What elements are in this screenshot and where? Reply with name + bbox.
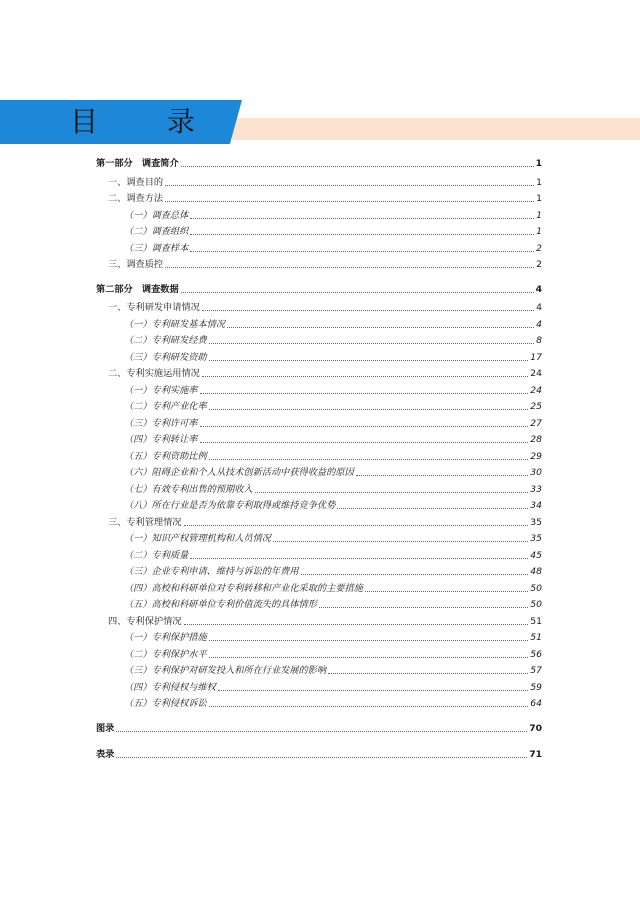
toc-entry[interactable] <box>108 189 542 205</box>
toc-dot-leader <box>209 706 529 707</box>
toc-entry[interactable] <box>96 154 542 170</box>
toc-entry-page: 4 <box>536 302 542 313</box>
toc-entry[interactable] <box>124 496 542 512</box>
toc-dot-leader <box>190 251 534 252</box>
toc-entry-label: 三、专利管理情况 <box>108 516 182 528</box>
toc-entry-label: （五）专利资助比例 <box>124 450 207 462</box>
toc-dot-leader <box>301 574 529 575</box>
banner-peach-strip <box>232 118 640 140</box>
toc-entry[interactable] <box>108 513 542 529</box>
toc-entry[interactable] <box>124 546 542 562</box>
toc-entry-page: 24 <box>530 368 542 379</box>
toc-entry-label: 一、专利研发申请情况 <box>108 302 200 313</box>
toc-entry-label: （四）专利侵权与维权 <box>124 681 216 693</box>
toc-dot-leader <box>209 343 534 344</box>
toc-entry-label: 四、专利保护情况 <box>108 615 182 627</box>
toc-entry-label: （二）调查组织 <box>124 226 189 237</box>
toc-entry[interactable] <box>96 745 542 761</box>
toc-dot-leader <box>365 591 528 592</box>
toc-entry-page: 35 <box>530 516 542 528</box>
toc-entry[interactable] <box>124 381 542 397</box>
toc-entry-label: （三）企业专利申请、维持与诉讼的年费用 <box>124 566 299 577</box>
toc-dot-leader <box>227 327 534 328</box>
toc-dot-leader <box>190 234 534 235</box>
toc-entry[interactable] <box>124 694 542 710</box>
toc-entry-label: （一）知识产权管理机构和人员情况 <box>124 533 271 544</box>
toc-entry-page: 71 <box>529 749 542 760</box>
toc-entry-page: 17 <box>530 351 542 363</box>
toc-entry[interactable] <box>124 579 542 595</box>
toc-entry-label: （一）调查总体 <box>124 209 189 221</box>
toc-entry[interactable] <box>108 173 542 189</box>
toc-dot-leader <box>181 166 534 167</box>
toc-entry-label: （二）专利保护水平 <box>124 648 207 660</box>
toc-entry-page: 29 <box>530 450 542 462</box>
toc-dot-leader <box>200 426 529 427</box>
toc-entry-label: 一、调查目的 <box>108 176 164 188</box>
toc-entry-label: （三）调查样本 <box>124 242 189 254</box>
toc-dot-leader <box>200 442 529 443</box>
title-banner <box>0 100 640 144</box>
toc-dot-leader <box>209 459 529 460</box>
toc-entry-page: 50 <box>530 599 542 610</box>
toc-entry-label: （二）专利产业化率 <box>124 401 207 412</box>
toc-entry-page: 50 <box>530 582 542 594</box>
toc-entry-page: 28 <box>530 434 542 445</box>
toc-entry-label: （五）专利侵权诉讼 <box>124 698 207 709</box>
toc-dot-leader <box>190 218 534 219</box>
toc-entry-label: 二、调查方法 <box>108 193 164 204</box>
toc-dot-leader <box>184 525 529 526</box>
toc-dot-leader <box>319 607 528 608</box>
toc-entry-page: 59 <box>530 681 542 693</box>
toc-entry-page: 64 <box>530 698 542 709</box>
toc-dot-leader <box>165 185 534 186</box>
toc-entry-label: （三）专利研发资助 <box>124 351 207 363</box>
toc-entry-label: 表录 <box>96 749 115 760</box>
toc-entry-label: （三）专利保护对研发投入和所在行业发展的影响 <box>124 665 327 676</box>
toc-entry-page: 34 <box>530 500 542 511</box>
toc-entry-page: 51 <box>530 632 542 643</box>
toc-entry-page: 4 <box>535 283 542 295</box>
toc-entry[interactable] <box>124 678 542 694</box>
toc-entry[interactable] <box>108 298 542 314</box>
toc-entry[interactable] <box>124 414 542 430</box>
toc-entry-page: 8 <box>536 335 542 346</box>
toc-entry-label: 图录 <box>96 722 115 734</box>
toc-entry-label: （三）专利许可率 <box>124 417 198 429</box>
toc-entry-page: 33 <box>530 483 542 495</box>
toc-entry-page: 1 <box>535 158 542 169</box>
toc-entry-page: 1 <box>536 176 542 188</box>
toc-entry[interactable] <box>96 280 542 296</box>
toc-entry-label: （六）阻碍企业和个人从技术创新活动中获得收益的原因 <box>124 467 354 478</box>
toc-entry-page: 24 <box>530 384 542 396</box>
toc-entry[interactable] <box>124 562 542 578</box>
toc-entry-label: 二、专利实施运用情况 <box>108 368 200 379</box>
toc-entry-label: （五）高校和科研单位专利价值流失的具体情形 <box>124 599 317 610</box>
toc-dot-leader <box>209 640 529 641</box>
toc-entry[interactable] <box>124 239 542 255</box>
toc-entry-page: 51 <box>530 615 542 627</box>
toc-dot-leader <box>337 508 528 509</box>
toc-entry[interactable] <box>108 612 542 628</box>
toc-entry-page: 27 <box>530 417 542 429</box>
toc-dot-leader <box>209 657 529 658</box>
toc-entry-page: 1 <box>536 209 542 221</box>
toc-entry[interactable] <box>124 595 542 611</box>
toc-entry[interactable] <box>124 430 542 446</box>
toc-entry-label: （二）专利质量 <box>124 549 189 561</box>
toc-entry-label: （一）专利研发基本情况 <box>124 318 226 330</box>
toc-dot-leader <box>202 376 528 377</box>
toc-entry[interactable] <box>108 364 542 380</box>
toc-dot-leader <box>202 310 534 311</box>
toc-entry-page: 30 <box>530 467 542 478</box>
toc-dot-leader <box>255 492 529 493</box>
toc-entry-page: 48 <box>530 566 542 577</box>
toc-dot-leader <box>165 267 534 268</box>
toc-entry[interactable] <box>124 628 542 644</box>
toc-entry[interactable] <box>124 222 542 238</box>
toc-entry[interactable] <box>124 661 542 677</box>
toc-entry-page: 4 <box>536 318 542 330</box>
toc-dot-leader <box>165 201 534 202</box>
toc-entry-label: （一）专利实施率 <box>124 384 198 396</box>
toc-entry-page: 70 <box>529 722 542 734</box>
toc-entry-label: 三、调查质控 <box>108 259 164 270</box>
toc-entry-label: （二）专利研发经费 <box>124 335 207 346</box>
toc-entry[interactable] <box>124 645 542 661</box>
toc-entry-label: 第一部分 调查简介 <box>96 158 179 169</box>
toc-entry[interactable] <box>124 206 542 222</box>
toc-entry[interactable] <box>124 463 542 479</box>
toc-dot-leader <box>356 475 529 476</box>
toc-entry-page: 1 <box>536 193 542 204</box>
toc-dot-leader <box>190 558 528 559</box>
toc-dot-leader <box>200 393 529 394</box>
toc-entry-page: 2 <box>536 242 542 254</box>
toc-dot-leader <box>209 409 529 410</box>
toc-entry-page: 57 <box>530 665 542 676</box>
toc-entry-page: 35 <box>530 533 542 544</box>
toc-entry-label: 第二部分 调查数据 <box>96 283 179 295</box>
toc-entry[interactable] <box>124 447 542 463</box>
toc-dot-leader <box>184 624 529 625</box>
toc-entry[interactable] <box>124 529 542 545</box>
toc-dot-leader <box>116 757 527 758</box>
toc-entry-label: （七）有效专利出售的预期收入 <box>124 483 253 495</box>
toc-entry-label: （一）专利保护措施 <box>124 632 207 643</box>
toc-entry-page: 56 <box>530 648 542 660</box>
toc-entry[interactable] <box>96 719 542 735</box>
toc-entry[interactable] <box>124 397 542 413</box>
toc-dot-leader <box>116 731 527 732</box>
page-title: 目 录 <box>70 105 225 138</box>
toc-dot-leader <box>209 360 529 361</box>
toc-entry-page: 2 <box>536 259 542 270</box>
toc-entry[interactable] <box>124 480 542 496</box>
toc-dot-leader <box>218 690 528 691</box>
toc-entry-label: （八）所在行业是否为依靠专利取得或维持竞争优势 <box>124 500 336 511</box>
toc-entry-label: （四）专利转让率 <box>124 434 198 445</box>
toc-entry-page: 25 <box>530 401 542 412</box>
toc-entry[interactable] <box>124 348 542 364</box>
toc-entry-page: 45 <box>530 549 542 561</box>
toc-dot-leader <box>328 673 528 674</box>
toc-dot-leader <box>181 292 534 293</box>
toc-entry-label: （四）高校和科研单位对专利转移和产业化采取的主要措施 <box>124 582 363 594</box>
toc-entry-page: 1 <box>536 226 542 237</box>
toc-entry[interactable] <box>124 331 542 347</box>
toc-entry[interactable] <box>124 315 542 331</box>
toc-dot-leader <box>273 541 528 542</box>
toc-entry[interactable] <box>108 255 542 271</box>
